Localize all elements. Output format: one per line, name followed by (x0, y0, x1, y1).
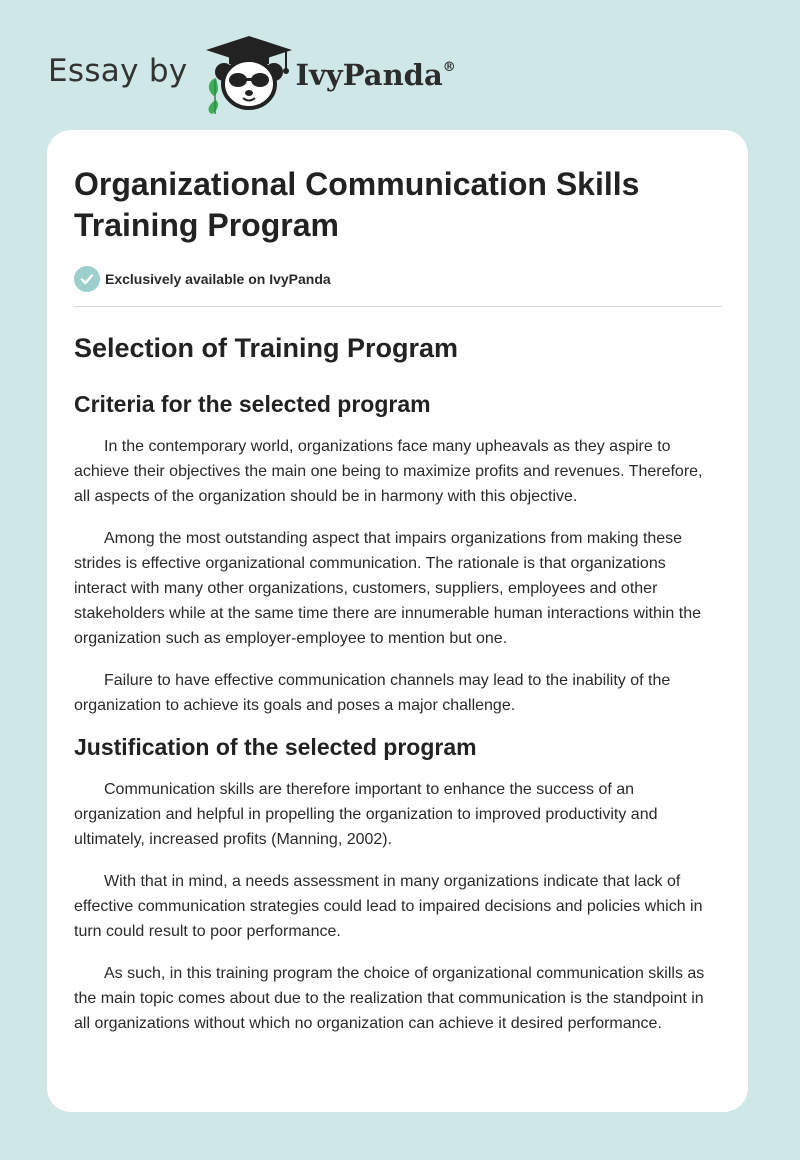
paragraph: Among the most outstanding aspect that impairs organizations from making these strides is effective organizational communication. The rationale is that organizations interact with many other organizations, customers, suppliers, employees and other stakeholders while at the same time there are innumerable human interactions within the organization such as employer-employee to mention but one. (74, 530, 701, 647)
subsection-heading-criteria: Criteria for the selected program (74, 391, 431, 417)
paragraph: Communication skills are therefore important to enhance the success of an organization and helpful in propelling the organization to improved productivity and ultimately, increased profits (Manning, 2002). (74, 781, 658, 848)
page-title: Organizational Communication Skills Training Program (74, 166, 640, 243)
divider (74, 306, 722, 307)
essay-by-label: Essay by (48, 53, 188, 89)
badge-text: Exclusively available on IvyPanda (105, 271, 331, 287)
panda-graduate-logo-icon[interactable] (204, 34, 294, 114)
brand-text: IvyPanda (295, 58, 443, 92)
site-header (48, 34, 456, 114)
paragraph: As such, in this training program the choice of organizational communication skills as the main topic comes about due to the realization that communication is the standpoint in all organizations without which no organization can achieve it desired performance. (74, 965, 705, 1032)
section-heading: Selection of Training Program (74, 333, 459, 363)
paragraph: With that in mind, a needs assessment in many organizations indicate that lack of effective communication strategies could lead to impaired decisions and policies which in turn could result to poor performance. (74, 873, 703, 940)
subsection-heading-justification: Justification of the selected program (74, 734, 477, 760)
paragraph: In the contemporary world, organizations face many upheavals as they aspire to achieve their objectives the main one being to maximize profits and revenues. Therefore, all aspects of the organization should be in harmony with this objective. (74, 438, 703, 505)
essay-card (47, 130, 748, 1112)
exclusive-badge (74, 266, 722, 292)
brand-name[interactable] (296, 58, 456, 92)
paragraph: Failure to have effective communication channels may lead to the inability of the organization to achieve its goals and poses a major challenge. (74, 672, 671, 714)
registered-mark: ® (442, 60, 456, 75)
check-icon (74, 266, 100, 292)
